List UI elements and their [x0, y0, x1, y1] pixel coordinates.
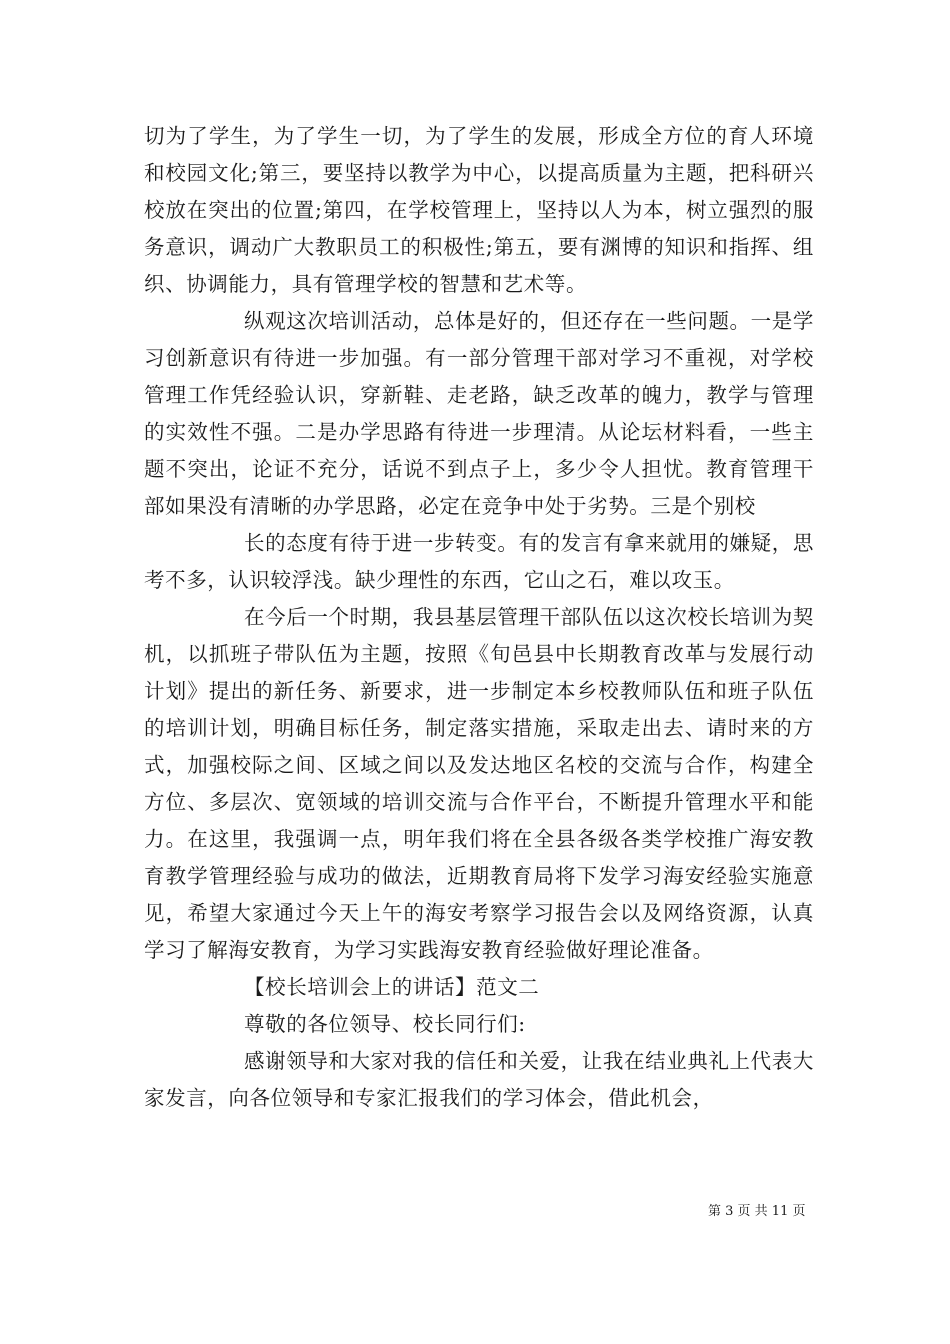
paragraph-4: 在今后一个时期，我县基层管理干部队伍以这次校长培训为契机，以抓班子带队伍为主题，按照《旬邑县中长期教育改革与发展行动计划》提出的新任务、新要求，进一步制定本乡校教师队伍和班子队伍的培训计划，明确目标任务，制定落实措施，采取走出去、请时来的方式，加强校际之间、区域之间以及发达地区名校的交流与合作，构建全方位、多层次、宽领域的培训交流与合作平台，不断提升管理水平和能力。在这里，我强调一点，明年我们将在全县各级各类学校推广海安教育教学管理经验与成功的做法，近期教育局将下发学习海安经验实施意见，希望大家通过今天上午的海安考察学习报告会以及网络资源，认真学习了解海安教育，为学习实践海安教育经验做好理论准备。: [144, 605, 814, 962]
salutation: 尊敬的各位领导、校长同行们:: [244, 1012, 526, 1036]
paragraph-3: 长的态度有待于进一步转变。有的发言有拿来就用的嫌疑，思考不多，认识较浮浅。缺少理性的东西，它山之石，难以攻玉。: [144, 531, 814, 592]
paragraph-2: 纵观这次培训活动，总体是好的，但还存在一些问题。一是学习创新意识有待进一步加强。有一部分管理干部对学习不重视，对学校管理工作凭经验认识，穿新鞋、走老路，缺乏改革的魄力，教学与管理的实效性不强。二是办学思路有待进一步理清。从论坛材料看，一些主题不突出，论证不充分，话说不到点子上，多少令人担忧。教育管理干部如果没有清晰的办学思路，必定在竞争中处于劣势。三是个别校: [144, 309, 814, 518]
page-footer: 第 3 页 共 11 页: [708, 1204, 806, 1219]
document-body: [144, 118, 814, 1117]
paragraph-1: 切为了学生，为了学生一切，为了学生的发展，形成全方位的育人环境和校园文化;第三，要坚持以教学为中心，以提高质量为主题，把科研兴校放在突出的位置;第四，在学校管理上，坚持以人为本，树立强烈的服务意识，调动广大教职员工的积极性;第五，要有渊博的知识和指挥、组织、协调能力，具有管理学校的智慧和艺术等。: [144, 124, 814, 296]
paragraph-5: 感谢领导和大家对我的信任和关爱，让我在结业典礼上代表大家发言，向各位领导和专家汇报我们的学习体会，借此机会，: [144, 1049, 814, 1110]
section-heading: 【校长培训会上的讲话】范文二: [244, 975, 540, 999]
